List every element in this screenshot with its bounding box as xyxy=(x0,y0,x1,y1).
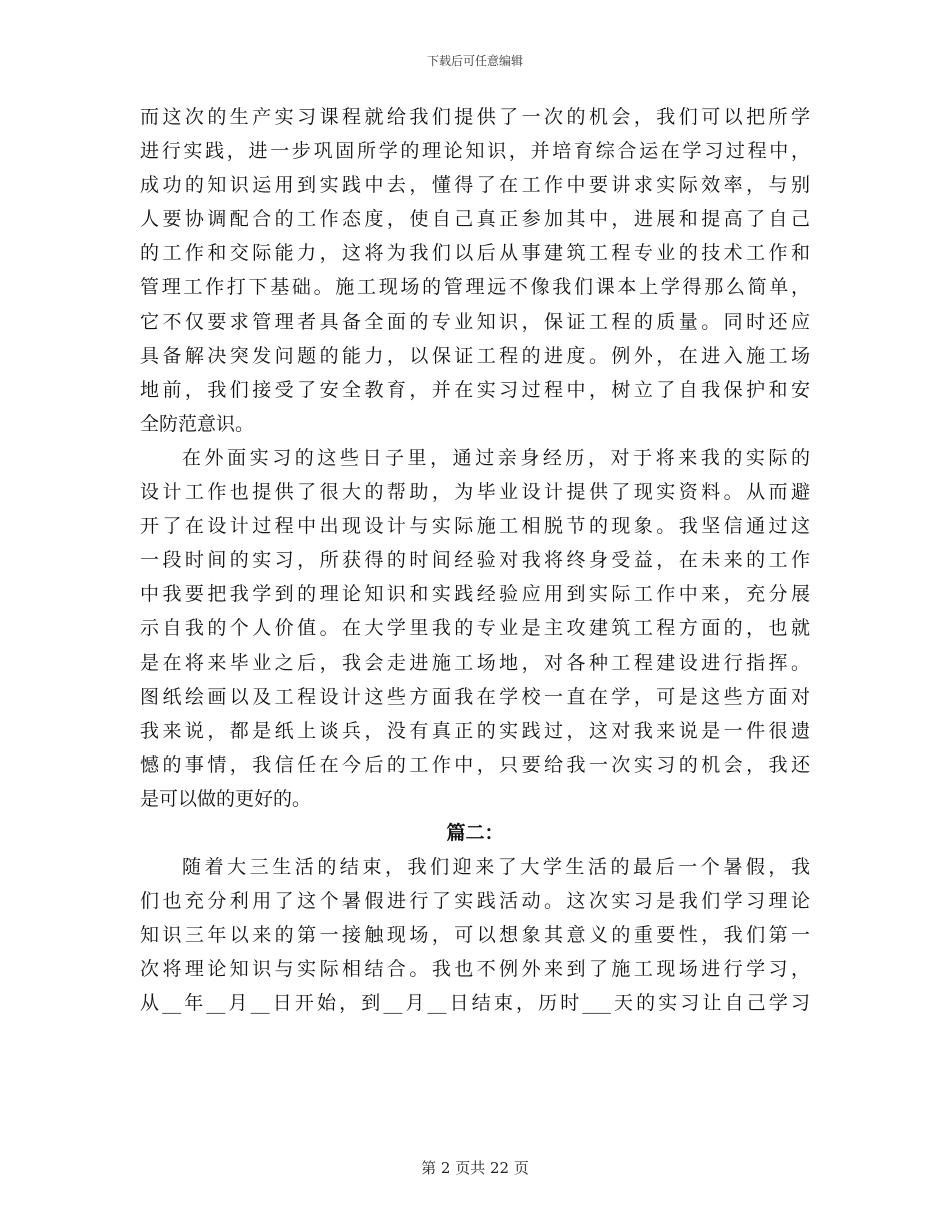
text-line: 而这次的生产实习课程就给我们提供了一次的机会，我们可以把所学 xyxy=(140,106,810,128)
text-line: 开了在设计过程中出现设计与实际施工相脱节的现象。我坚信通过这 xyxy=(140,515,810,538)
text-line: 具备解决突发问题的能力，以保证工程的进度。例外，在进入施工场 xyxy=(140,344,810,367)
text-line: 憾的事情，我信任在今后的工作中，只要给我一次实习的机会，我还 xyxy=(140,753,810,776)
section-heading: 篇二： xyxy=(446,821,504,844)
text-line: 的工作和交际能力，这将为我们以后从事建筑工程专业的技术工作和 xyxy=(140,242,810,265)
text-line: 随着大三生活的结束，我们迎来了大学生活的最后一个暑假，我 xyxy=(182,856,810,879)
document-body xyxy=(140,100,810,1021)
text-line: 中我要把我学到的理论知识和实践经验应用到实际工作中来，充分展 xyxy=(140,583,810,606)
page-header: 下载后可任意编辑 xyxy=(426,54,523,68)
text-line: 是可以做的更好的。 xyxy=(140,787,312,810)
text-line: 次将理论知识与实际相结合。我也不例外来到了施工现场进行学习， xyxy=(140,958,810,981)
text-line: 它不仅要求管理者具备全面的专业知识，保证工程的质量。同时还应 xyxy=(140,310,810,333)
text-line: 我来说，都是纸上谈兵，没有真正的实践过，这对我来说是一件很遗 xyxy=(140,719,810,742)
text-line: 在外面实习的这些日子里，通过亲身经历，对于将来我的实际的 xyxy=(182,446,810,469)
text-line: 们也充分利用了这个暑假进行了实践活动。这次实习是我们学习理论 xyxy=(140,890,810,913)
text-line: 知识三年以来的第一接触现场，可以想象其意义的重要性，我们第一 xyxy=(140,924,810,947)
paragraph-2 xyxy=(140,441,810,816)
text-line: 从__年__月__日开始，到__月__日结束，历时___天的实习让自己学习 xyxy=(140,992,810,1015)
text-line: 图纸绘画以及工程设计这些方面我在学校一直在学，可是这些方面对 xyxy=(140,685,810,708)
text-line: 设计工作也提供了很大的帮助，为毕业设计提供了现实资料。从而避 xyxy=(140,481,810,504)
text-line: 管理工作打下基础。施工现场的管理远不像我们课本上学得那么简单， xyxy=(140,276,810,299)
text-line: 成功的知识运用到实践中去，懂得了在工作中要讲求实际效率，与别 xyxy=(140,174,810,197)
text-line: 进行实践，进一步巩固所学的理论知识，并培育综合运在学习过程中， xyxy=(140,140,810,163)
text-line: 示自我的个人价值。在大学里我的专业是主攻建筑工程方面的，也就 xyxy=(140,617,810,640)
paragraph-3 xyxy=(140,850,810,1020)
paragraph-1 xyxy=(140,100,810,441)
text-line: 地前，我们接受了安全教育，并在实习过程中，树立了自我保护和安 xyxy=(140,378,810,401)
page-footer: 第 2 页共 22 页 xyxy=(421,1159,529,1177)
text-line: 是在将来毕业之后，我会走进施工场地，对各种工程建设进行指挥。 xyxy=(140,651,810,674)
text-line: 一段时间的实习，所获得的时间经验对我将终身受益，在未来的工作 xyxy=(140,549,810,572)
text-line: 全防范意识。 xyxy=(140,412,255,435)
text-line: 人要协调配合的工作态度，使自己真正参加其中，进展和提高了自己 xyxy=(140,208,810,231)
